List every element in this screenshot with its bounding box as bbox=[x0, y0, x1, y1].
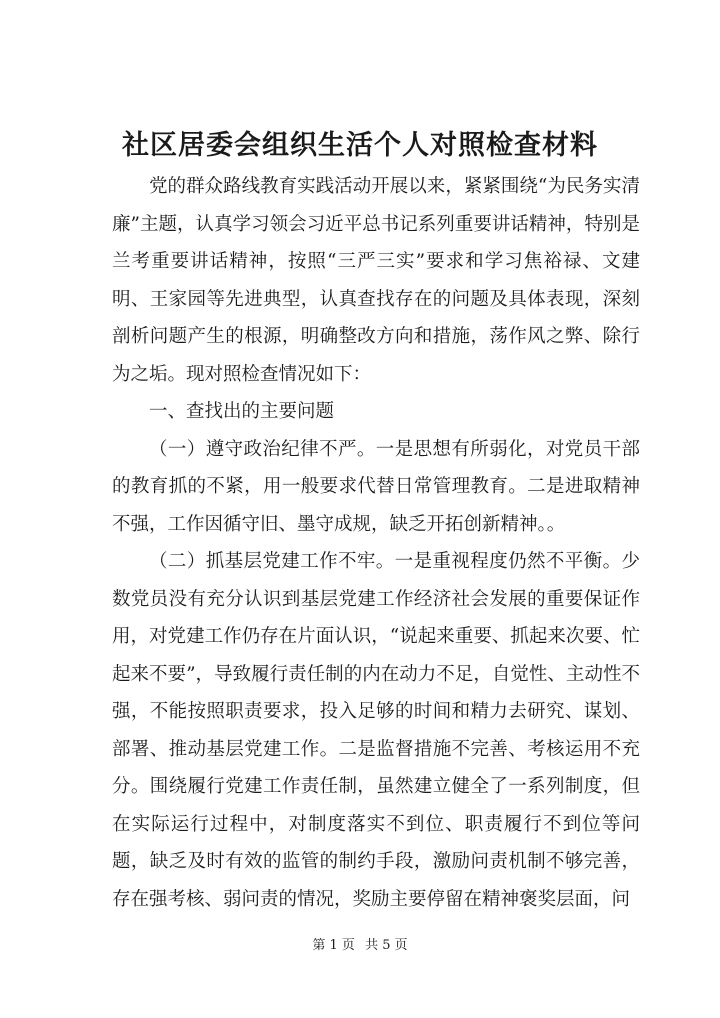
issue-paragraph-2: （二）抓基层党建工作不牢。一是重视程度仍然不平衡。少数党员没有充分认识到基层党建工作经济社会发展的重要保证作用，对党建工作仍存在片面认识，“说起来重要、抓起来次要、忙起来不要”，导致履行责任制的内在动力不足，自觉性、主动性不强，不能按照职责要求，投入足够的时间和精力去研究、谋划、部署、推动基层党建工作。二是监督措施不完善、考核运用不充分。围绕履行党建工作责任制，虽然建立健全了一系列制度，但在实际运行过程中，对制度落实不到位、职责履行不到位等问题，缺乏及时有效的监管的制约手段，激励问责机制不够完善，存在强考核、弱问责的情况，奖励主要停留在精神褒奖层面，问 bbox=[112, 551, 640, 910]
document-title: 社区居委会组织生活个人对照检查材料 bbox=[122, 130, 598, 161]
page-number: 第 1 页 bbox=[312, 938, 355, 953]
document-body bbox=[112, 168, 640, 918]
intro-paragraph: 党的群众路线教育实践活动开展以来，紧紧围绕“为民务实清廉”主题，认真学习领会习近平总书记系列重要讲话精神，特别是兰考重要讲话精神，按照“三严三实”要求和学习焦裕禄、文建明、王家园等先进典型，认真查找存在的问题及具体表现，深刻剖析问题产生的根源，明确整改方向和措施，荡作风之弊、除行为之垢。现对照检查情况如下： bbox=[112, 176, 640, 385]
page-footer bbox=[0, 937, 720, 955]
page-total: 共 5 页 bbox=[365, 938, 408, 953]
issue-paragraph-1: （一）遵守政治纪律不严。一是思想有所弱化，对党员干部的教育抓的不紧，用一般要求代替日常管理教育。二是进取精神不强，工作因循守旧、墨守成规，缺乏开拓创新精神。。 bbox=[112, 438, 640, 535]
section-heading: 一、查找出的主要问题 bbox=[149, 401, 335, 422]
